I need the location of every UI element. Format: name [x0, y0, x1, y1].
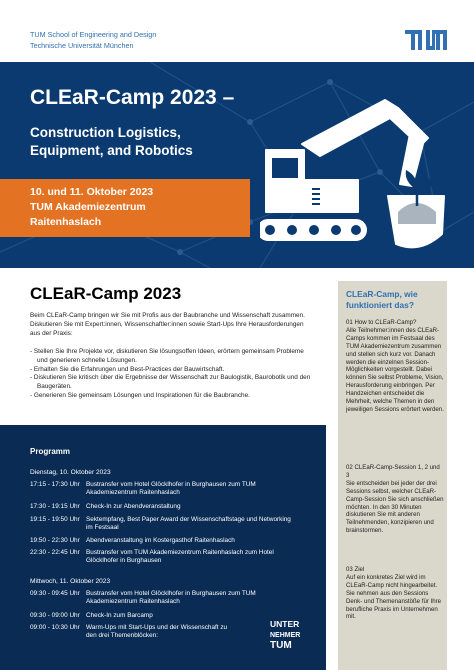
sidebar-title: CLEaR-Camp, wie funktioniert das? — [346, 289, 418, 310]
program-title: Programm — [30, 447, 71, 456]
logo-line-2: NEHMER — [270, 632, 301, 639]
list-item: - Erhalten Sie die Erfahrungen und Best-Practices der Bauwirtschaft. — [30, 365, 225, 373]
institution-line-1: TUM School of Engineering and Design — [30, 30, 157, 39]
sidebar-section — [346, 464, 444, 535]
schedule-desc: Bustransfer vom Hotel Glöcklhofer in Burghausen zum TUM Akademiezentrum Raitenhaslach — [86, 481, 256, 496]
schedule-desc: Check-In zum Barcamp — [86, 612, 153, 619]
list-item-text: Generieren Sie gemeinsam Lösungen und Inspirationen für die Baubranche. — [33, 391, 250, 399]
schedule-desc: Sektempfang, Best Paper Award der Wissenschaftstage und Networking im Festsaal — [86, 516, 291, 531]
excavator-with-plant-icon — [260, 94, 474, 268]
schedule-time: 22:30 - 22:45 Uhr — [30, 549, 80, 556]
schedule-desc: Abendveranstaltung im Kostergasthof Raitenhaslach — [86, 537, 235, 544]
sidebar-section-heading: 03 Ziel — [346, 566, 365, 573]
list-item-text: Diskutieren Sie kritisch über die Ergebnisse der Wissenschaft zur Baulogistik, Baurobotik und den Baugeräten. — [33, 374, 311, 391]
list-item: - Stellen Sie Ihre Projekte vor, diskutieren Sie lösungsoffen Ideen, erörtern gemeinsam Probleme und generieren schnelle Lösungen. — [30, 348, 304, 364]
logo-line-1: UNTER — [270, 619, 300, 629]
sidebar-section-text: Alle Teilnehmer:innen des CLEaR-Camps kommen im Festsaal des TUM Akademiezentrum zusammen und stellen sich kurz vor. Danach werden die einzelnen Session-Möglichkeiten vorgestellt. Dabei können Sie selbst Probleme, Vision, Herausforderung einbringen. Per Handzeichen entscheidet die Mehrheit, welche Themen in den jeweiligen Sessions erörtert werden. — [346, 326, 444, 413]
schedule-time: 17:15 - 17:30 Uhr — [30, 481, 80, 488]
schedule-time: 19:15 - 19:50 Uhr — [30, 516, 80, 523]
header — [0, 0, 474, 62]
list-item-text: Erhalten Sie die Erfahrungen und Best-Practices der Bauwirtschaft. — [33, 365, 225, 373]
schedule-desc: Check-In zur Abendveranstaltung — [86, 503, 181, 510]
list-item-text: Stellen Sie Ihre Projekte vor, diskutieren Sie lösungsoffen Ideen, erörtern gemeinsam Probleme und generieren schnelle Lösungen. — [33, 348, 304, 364]
schedule-desc: Warm-Ups mit Start-Ups und der Wissenschaft zu den drei Themenblöcken: — [86, 624, 228, 639]
schedule-time: 09:30 - 09:00 Uhr — [30, 612, 80, 619]
event-town: Raitenhaslach — [30, 216, 102, 228]
logo-line-3: TUM — [270, 640, 292, 651]
sidebar-section — [346, 319, 444, 414]
institution-line-2: Technische Universität München — [30, 40, 134, 50]
sidebar-section — [346, 566, 444, 621]
schedule-desc: Bustransfer vom TUM Akademiezentrum Raitenhaslach zum Hotel Glöcklhofer in Burghausen — [86, 549, 274, 564]
event-venue: TUM Akademiezentrum — [30, 201, 146, 213]
event-subtitle — [30, 124, 270, 160]
hero-banner — [0, 62, 474, 268]
sidebar-section-heading: 02 CLEaR-Camp-Session 1, 2 und 3 — [346, 464, 440, 479]
event-title: CLEaR-Camp 2023 – — [30, 86, 235, 109]
intro-paragraph: Beim CLEaR-Camp bringen wir Sie mit Profis aus der Baubranche und Wissenschaft zusammen. Diskutieren Sie mit Expert:innen, Wissenschaftler:innen sowie Start-Ups Ihre Herausforderungen aus der Praxis: — [30, 312, 305, 337]
section-heading: CLEaR-Camp 2023 — [30, 284, 182, 303]
day-label: Mittwoch, 11. Oktober 2023 — [30, 578, 111, 585]
list-item: - Diskutieren Sie kritisch über die Ergebnisse der Wissenschaft zur Baulogistik, Baurobotik und den Baugeräten. — [30, 374, 311, 391]
list-item: - Generieren Sie gemeinsam Lösungen und Inspirationen für die Baubranche. — [30, 391, 250, 399]
schedule-time: 19:50 - 22:30 Uhr — [30, 537, 80, 544]
day-label: Dienstag, 10. Oktober 2023 — [30, 469, 111, 476]
institution-name — [30, 30, 156, 51]
schedule-time: 09:30 - 09:45 Uhr — [30, 590, 80, 597]
date-location-banner — [0, 179, 250, 237]
subtitle-line-1: Construction Logistics, — [30, 125, 181, 140]
schedule-time: 09:00 - 10:30 Uhr — [30, 624, 80, 631]
benefit-list — [30, 348, 315, 401]
schedule-desc: Bustransfer vom Hotel Glöcklhofer in Burghausen zum TUM Akademiezentrum Raitenhaslach — [86, 590, 256, 605]
info-sidebar — [338, 281, 447, 670]
sidebar-section-heading: 01 How to CLEaR-Camp? — [346, 319, 417, 326]
tum-logo-icon — [405, 30, 447, 50]
program-panel — [0, 425, 326, 670]
sidebar-section-text: Sie entscheiden bei jeder der drei Sessions selbst, welcher CLEaR-Camp-Session Sie sich anschließen möchten. In den 30 Minuten diskutieren Sie mit anderen Teilnehmenden, konzipieren und brainstormen. — [346, 479, 444, 535]
event-date: 10. und 11. Oktober 2023 — [30, 186, 154, 198]
unternehmertum-logo — [270, 617, 308, 653]
schedule-time: 17:30 - 19:15 Uhr — [30, 503, 80, 510]
sidebar-section-text: Auf ein konkretes Ziel wird im CLEaR-Camp nicht hingearbeitet. Sie nehmen aus den Sessions Denk- und Themenanstöße für Ihre berufliche Praxis im Unternehmen mit. — [346, 573, 442, 621]
subtitle-line-2: Equipment, and Robotics — [30, 143, 193, 158]
